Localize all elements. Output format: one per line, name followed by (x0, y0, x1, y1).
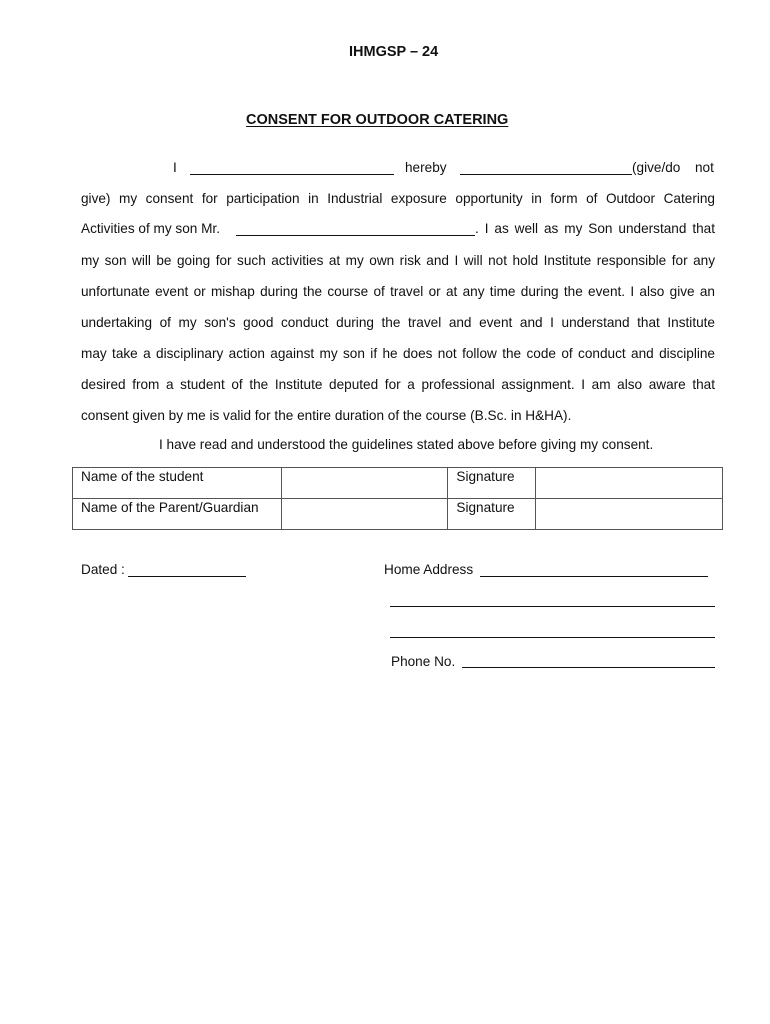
name-blank-field[interactable] (190, 174, 394, 175)
line1-givedo: (give/do (632, 160, 681, 175)
parent-signature-label: Signature (448, 499, 536, 530)
signature-table (72, 467, 723, 530)
phone-label: Phone No. (391, 654, 456, 669)
paragraph-line-3-end: . I as well as my Son understand that (475, 221, 715, 236)
home-address-line-3[interactable] (390, 637, 715, 638)
table-row (73, 499, 723, 530)
parent-name-cell[interactable] (281, 499, 448, 530)
dated-blank-field[interactable] (128, 576, 246, 577)
line1-i: I (173, 160, 177, 175)
parent-name-label: Name of the Parent/Guardian (73, 499, 282, 530)
form-code: IHMGSP – 24 (349, 44, 439, 60)
student-signature-label: Signature (448, 468, 536, 499)
home-address-label: Home Address (384, 562, 474, 577)
paragraph-line-7: may take a disciplinary action against my son if he does not follow the code of conduct and discipline (81, 346, 715, 361)
home-address-line-2[interactable] (390, 606, 715, 607)
paragraph-line-4: my son will be going for such activities at my own risk and I will not hold Institute responsible for any (81, 253, 715, 268)
paragraph-line-9: consent given by me is valid for the entire duration of the course (B.Sc. in H&HA). (81, 408, 572, 423)
line1-hereby: hereby (405, 160, 447, 175)
phone-blank-field[interactable] (462, 667, 715, 668)
student-name-label: Name of the student (73, 468, 282, 499)
paragraph-line-5: unfortunate event or mishap during the course of travel or at any time during the event. I also give an (81, 284, 715, 299)
paragraph-line-8: desired from a student of the Institute deputed for a professional assignment. I am also aware that (81, 377, 715, 392)
student-signature-cell[interactable] (536, 468, 723, 499)
paragraph-line-6: undertaking of my son's good conduct during the travel and event and I understand that Institute (81, 315, 715, 330)
table-row (73, 468, 723, 499)
parent-signature-cell[interactable] (536, 499, 723, 530)
declaration-text: I have read and understood the guidelines stated above before giving my consent. (159, 437, 654, 452)
give-consent-blank-field[interactable] (460, 174, 632, 175)
son-name-blank-field[interactable] (236, 235, 475, 236)
student-name-cell[interactable] (281, 468, 448, 499)
paragraph-line-3-start: Activities of my son Mr. (81, 221, 220, 236)
home-address-line-1[interactable] (480, 576, 708, 577)
paragraph-line-2: give) my consent for participation in Industrial exposure opportunity in form of Outdoor Catering (81, 191, 715, 206)
line1-not: not (695, 160, 714, 175)
dated-label: Dated : (81, 562, 125, 577)
document-title: CONSENT FOR OUTDOOR CATERING (246, 112, 509, 128)
